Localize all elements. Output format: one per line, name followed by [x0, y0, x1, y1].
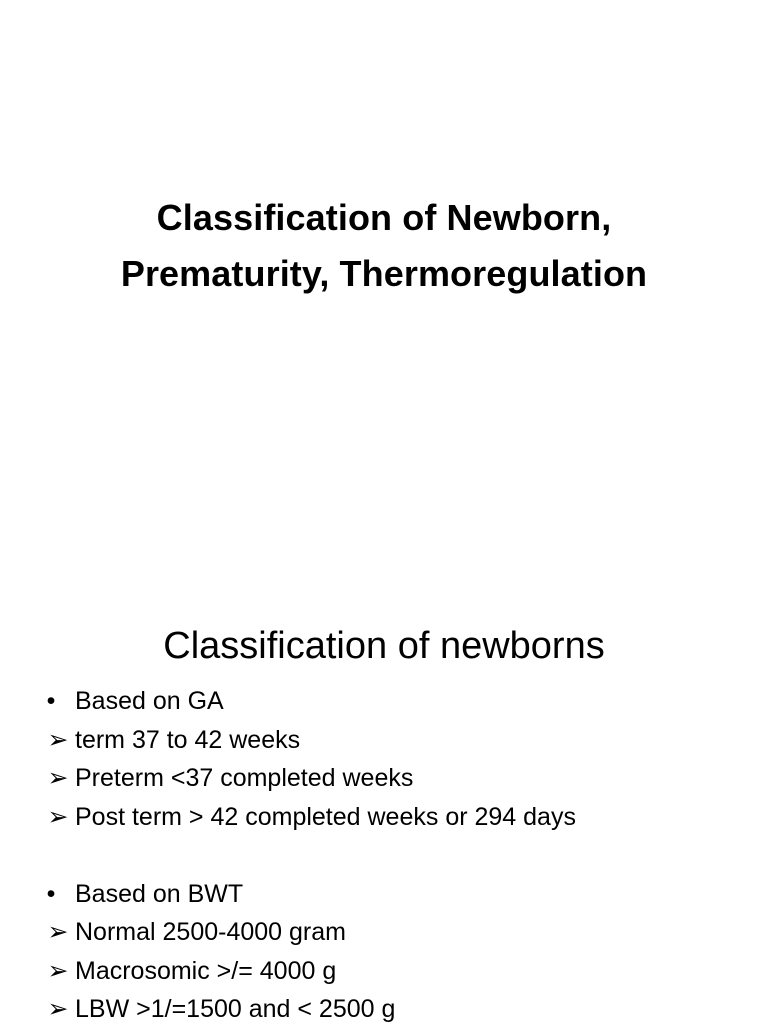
- list-item-text: Normal 2500-4000 gram: [75, 918, 346, 946]
- title-block: [20, 190, 748, 302]
- bullet-dot-icon: •: [46, 879, 56, 908]
- slide-title-line-1: Classification of Newborn,: [156, 197, 612, 238]
- list-item: [0, 721, 768, 760]
- bullet-dot-icon: •: [46, 687, 56, 715]
- list-item: [0, 798, 768, 837]
- list-item: [0, 875, 768, 914]
- arrow-bullet-icon: ➢: [47, 956, 69, 985]
- list-item-text: Macrosomic >/= 4000 g: [75, 956, 337, 985]
- list-item: [0, 952, 768, 991]
- list-spacer: [0, 836, 768, 875]
- slide-classification: [0, 578, 768, 1024]
- slide-title-line-2: Prematurity, Thermoregulation: [120, 253, 648, 294]
- arrow-bullet-icon: ➢: [47, 725, 69, 754]
- list-item-text: Based on GA: [75, 687, 224, 715]
- bullet-list: [0, 682, 768, 1024]
- list-item: [0, 913, 768, 952]
- arrow-bullet-icon: ➢: [47, 995, 69, 1023]
- list-item-text: LBW >1/=1500 and < 2500 g: [75, 995, 396, 1023]
- list-item-text: term 37 to 42 weeks: [75, 725, 301, 754]
- list-item: [0, 990, 768, 1024]
- arrow-bullet-icon: ➢: [47, 918, 69, 946]
- arrow-bullet-icon: ➢: [47, 764, 69, 792]
- list-item-text: Preterm <37 completed weeks: [75, 764, 414, 792]
- list-item-text: Post term > 42 completed weeks or 294 days: [75, 802, 576, 831]
- list-item: [0, 682, 768, 721]
- list-item: [0, 759, 768, 798]
- list-item-text: Based on BWT: [75, 879, 244, 908]
- slide-heading: Classification of newborns: [163, 625, 605, 667]
- arrow-bullet-icon: ➢: [47, 802, 69, 831]
